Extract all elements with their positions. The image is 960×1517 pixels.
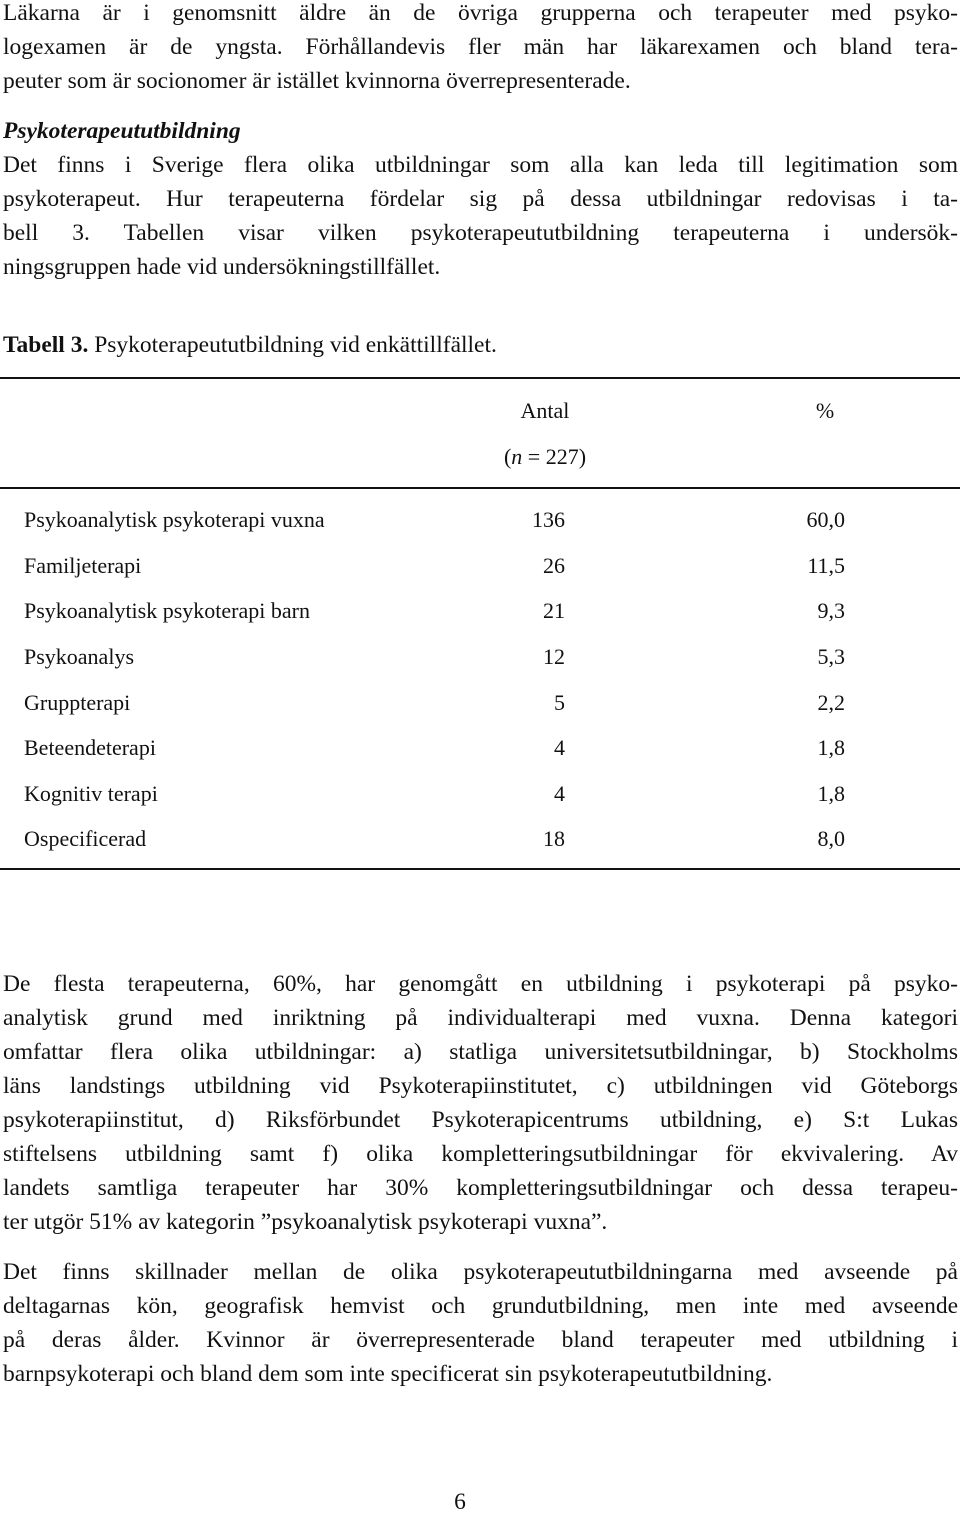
row-percent: 8,0 [817,826,845,851]
section-line: ningsgruppen hade vid undersökningstillfället. [3,254,441,280]
row-antal: 5 [554,690,565,715]
body-line: ter utgör 51% av kategorin ”psykoanalytisk psykoterapi vuxna”. [3,1209,608,1235]
body-line: på deras ålder. Kvinnor är överrepresenterade bland terapeuter med utbildning i [3,1327,958,1353]
body-line: De flesta terapeuterna, 60%, har genomgått en utbildning i psykoterapi på psyko- [3,971,958,997]
row-antal: 18 [543,826,565,851]
row-label: Psykoanalys [24,644,134,669]
row-percent: 11,5 [807,553,845,578]
table-caption-label: Tabell 3. [3,332,89,358]
body-line: deltagarnas kön, geografisk hemvist och grundutbildning, men inte med avseende [3,1293,958,1319]
row-label: Kognitiv terapi [24,781,158,806]
row-percent: 9,3 [817,598,845,623]
row-label: Ospecificerad [24,826,147,851]
body-paragraph-2 [3,1255,958,1391]
row-percent: 1,8 [817,735,845,760]
body-line: Det finns skillnader mellan de olika psykoterapeututbildningarna med avseende på [3,1259,958,1285]
row-antal: 26 [543,553,565,578]
row-antal: 4 [554,781,565,806]
body-paragraph-1 [3,967,958,1239]
intro-line: peuter som är socionomer är istället kvinnorna överrepresenterade. [3,68,631,94]
row-antal: 136 [532,507,565,532]
body-line: stiftelsens utbildning samt f) olika kompletteringsutbildningar för ekvivalering. Av [3,1141,958,1167]
column-header-antal: Antal [520,398,570,423]
body-line: barnpsykoterapi och bland dem som inte specificerat sin psykoterapeututbildning. [3,1361,773,1387]
row-percent: 60,0 [806,507,845,532]
intro-line: logexamen är de yngsta. Förhållandevis fler män har läkarexamen och bland tera- [3,34,958,60]
row-label: Beteendeterapi [24,735,156,760]
section-line: psykoterapeut. Hur terapeuterna fördelar sig på dessa utbildningar redovisas i ta- [3,186,958,212]
body-line: analytisk grund med inriktning på individualterapi med vuxna. Denna kategori [3,1005,958,1031]
column-header-percent: % [815,398,835,423]
row-antal: 21 [543,598,565,623]
row-percent: 1,8 [817,781,845,806]
row-percent: 2,2 [817,690,845,715]
body-line: läns landstings utbildning vid Psykoterapiinstitutet, c) utbildningen vid Göteborgs [3,1073,958,1099]
section-line: bell 3. Tabellen visar vilken psykoterapeututbildning terapeuterna i undersök- [3,220,958,246]
row-antal: 4 [554,735,565,760]
table-bottom-rule [0,868,960,870]
row-antal: 12 [543,644,565,669]
section-paragraph [3,148,958,284]
table-top-rule [0,377,960,379]
table-caption-text: Psykoterapeututbildning vid enkättillfället. [88,332,497,358]
intro-line: Läkarna är i genomsnitt äldre än de övriga grupperna och terapeuter med psyko- [3,0,958,26]
body-line: landets samtliga terapeuter har 30% kompletteringsutbildningar och dessa terapeu- [3,1175,958,1201]
section-line: Det finns i Sverige flera olika utbildningar som alla kan leda till legitimation som [3,152,958,178]
row-label: Gruppterapi [24,690,131,715]
row-percent: 5,3 [817,644,845,669]
body-line: psykoterapiinstitut, d) Riksförbundet Psykoterapicentrums utbildning, e) S:t Lukas [3,1107,958,1133]
row-label: Familjeterapi [24,553,142,578]
body-line: omfattar flera olika utbildningar: a) statliga universitetsutbildningar, b) Stockholms [3,1039,958,1065]
section-heading: Psykoterapeututbildning [3,118,241,144]
intro-paragraph [3,0,958,98]
column-header-n: (n = 227) [503,444,587,469]
page-number: 6 [454,1489,466,1515]
table-header-rule [0,487,960,489]
row-label: Psykoanalytisk psykoterapi vuxna [24,507,325,532]
row-label: Psykoanalytisk psykoterapi barn [24,598,310,623]
table-caption [3,328,497,362]
